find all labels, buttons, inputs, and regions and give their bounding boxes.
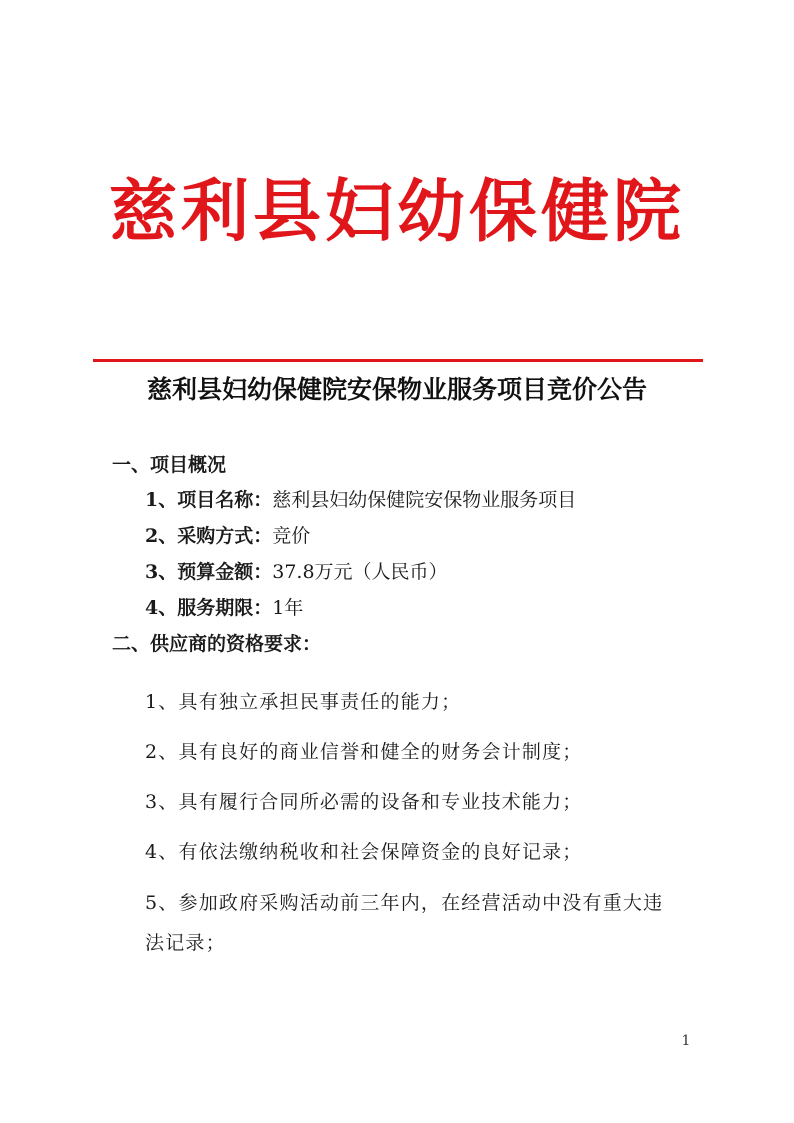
section-heading-overview: 一、项目概况 xyxy=(112,454,227,476)
overview-item-project-name xyxy=(145,486,576,514)
requirement-item-continuation: 法记录； xyxy=(145,932,226,954)
requirement-item: 3、具有履行合同所必需的设备和专业技术能力； xyxy=(145,791,583,813)
requirement-item: 2、具有良好的商业信誉和健全的财务会计制度； xyxy=(145,741,583,763)
overview-item-budget xyxy=(145,558,448,586)
requirement-item: 4、有依法缴纳税收和社会保障资金的良好记录； xyxy=(145,841,583,863)
item-value: 37.8万元（人民币） xyxy=(272,561,448,583)
page-number: 1 xyxy=(681,1033,691,1049)
item-value: 竞价 xyxy=(272,525,311,547)
document-title: 慈利县妇幼保健院安保物业服务项目竞价公告 xyxy=(146,375,647,404)
item-label: 3、预算金额： xyxy=(145,561,273,583)
item-label: 1、项目名称： xyxy=(145,489,273,511)
requirement-item: 5、参加政府采购活动前三年内，在经营活动中没有重大违 xyxy=(145,892,664,914)
requirement-item: 1、具有独立承担民事责任的能力； xyxy=(145,691,462,713)
section-heading-qualifications: 二、供应商的资格要求： xyxy=(112,633,322,655)
overview-item-procurement-method xyxy=(145,522,310,550)
item-label: 4、服务期限： xyxy=(145,597,273,619)
item-value: 慈利县妇幼保健院安保物业服务项目 xyxy=(272,489,577,511)
item-value: 1年 xyxy=(272,597,304,619)
item-label: 2、采购方式： xyxy=(145,525,273,547)
red-divider-rule xyxy=(93,359,703,362)
overview-item-service-period xyxy=(145,594,303,622)
organization-masthead: 慈利县妇幼保健院 xyxy=(108,172,685,252)
